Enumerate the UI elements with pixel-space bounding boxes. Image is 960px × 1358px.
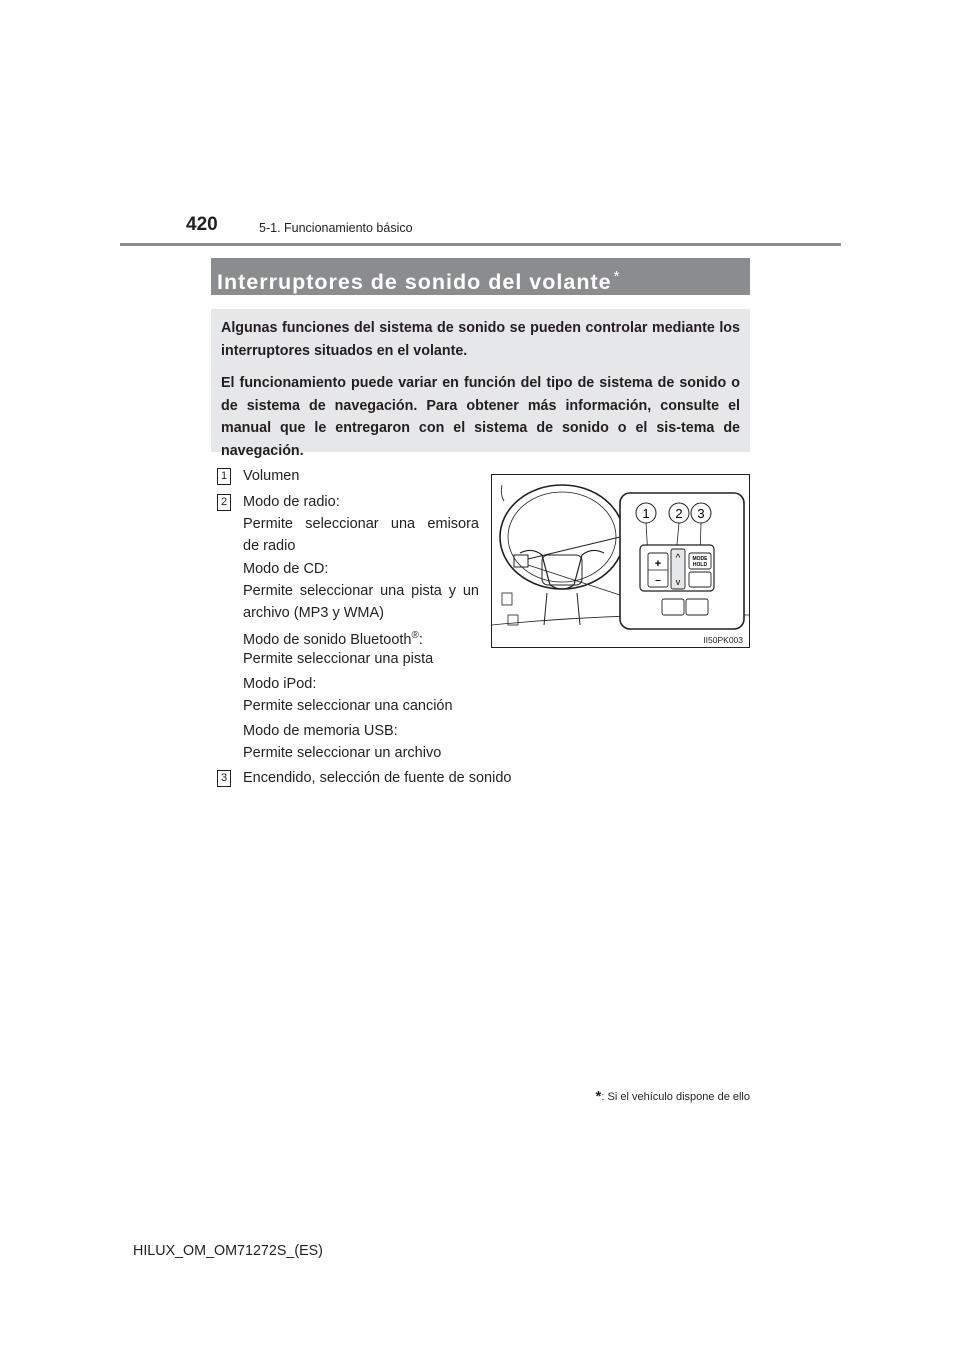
document-code: HILUX_OM_OM71272S_(ES) (133, 1243, 323, 1259)
page-title (211, 258, 750, 295)
seek-down-label: v (675, 577, 681, 587)
item-2-usb-title: Modo de memoria USB: (243, 723, 398, 739)
steering-switch-figure (491, 474, 750, 648)
callout-2: 2 (675, 506, 683, 521)
item-2-radio-line-2: de radio (243, 538, 296, 554)
header-rule (120, 243, 841, 246)
intro-box (211, 309, 750, 459)
seek-up-label: ^ (675, 553, 681, 564)
footnote-text: : Si el vehículo dispone de ello (601, 1091, 750, 1103)
title-text: Interruptores de sonido del volante (217, 270, 612, 294)
item-1-text: Volumen (243, 468, 300, 484)
item-2-ipod-title: Modo iPod: (243, 676, 317, 692)
intro-paragraph-2: El funcionamiento puede variar en función del tipo de sistema de sonido o de sistema de navegación. Para obtener más información, consulte el manual que le entregaron con el sistema de sonido o el sis-tema de navegación. (221, 375, 740, 459)
footnote-asterisk: * (595, 1088, 602, 1105)
item-2-cd-title: Modo de CD: (243, 561, 329, 577)
bt-title-text: Modo de sonido Bluetooth (243, 631, 412, 648)
badge-1: 1 (217, 468, 231, 485)
item-2-usb-line-1: Permite seleccionar un archivo (243, 745, 442, 761)
section-label: 5-1. Funcionamiento básico (259, 221, 413, 235)
bt-title-colon: : (418, 631, 423, 648)
mode-label-line-1: MODE (692, 556, 708, 562)
registered-mark: ® (411, 630, 419, 641)
intro-paragraph-1: Algunas funciones del sistema de sonido se pueden controlar mediante los interruptores situados en el volante. (221, 320, 740, 359)
callout-1: 1 (642, 506, 650, 521)
volume-up-label: + (654, 558, 662, 570)
page-number: 420 (186, 214, 218, 235)
footnote (596, 1088, 750, 1105)
item-2-bt-line-1: Permite seleccionar una pista (243, 651, 434, 667)
steering-wheel-illustration (492, 475, 749, 647)
callout-3: 3 (697, 506, 705, 521)
mode-label-line-2: HOLD (692, 562, 708, 568)
badge-3: 3 (217, 770, 231, 787)
item-3-text: Encendido, selección de fuente de sonido (243, 770, 512, 786)
volume-down-label: – (655, 575, 661, 586)
item-2-cd-line-1: Permite seleccionar una pista y un (243, 583, 479, 599)
badge-2: 2 (217, 494, 231, 511)
figure-code: II50PK003 (703, 635, 743, 645)
item-2-radio-line-1: Permite seleccionar una emisora (243, 516, 479, 532)
item-2-bt-title (243, 625, 423, 651)
item-2-ipod-line-1: Permite seleccionar una canción (243, 698, 453, 714)
item-2-radio-title: Modo de radio: (243, 494, 340, 510)
item-2-cd-line-2: archivo (MP3 y WMA) (243, 605, 384, 621)
title-asterisk: * (613, 268, 621, 285)
